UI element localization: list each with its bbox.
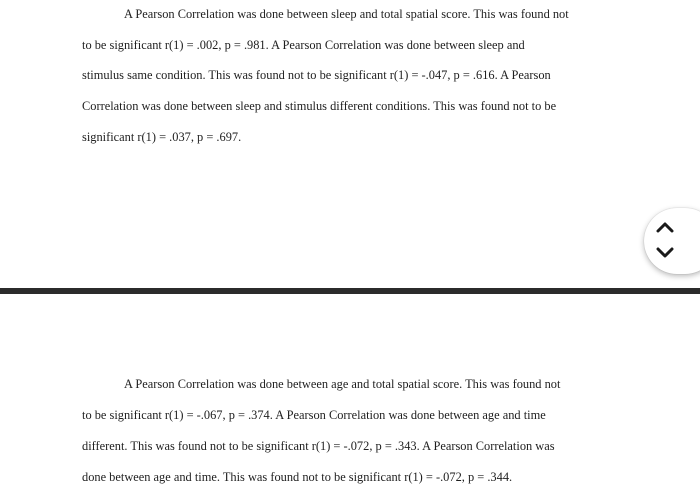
- paragraph-line: A Pearson Correlation was done between age and total spatial score. This was found not: [124, 377, 561, 391]
- paragraph-line: Correlation was done between sleep and stimulus different conditions. This was found not to be: [82, 99, 557, 113]
- previous-page-button[interactable]: [652, 216, 678, 238]
- document-page-lower: [0, 294, 700, 492]
- paragraph-line: significant r(1) = .037, p = .697.: [82, 130, 242, 144]
- paragraph-line: to be significant r(1) = -.067, p = .374. A Pearson Correlation was done between age and time: [82, 408, 546, 422]
- paragraph-line: to be significant r(1) = .002, p = .981. A Pearson Correlation was done between sleep and: [82, 38, 525, 52]
- chevron-down-icon: [652, 242, 678, 264]
- paragraph-line: different. This was found not to be significant r(1) = -.072, p = .343. A Pearson Correlation was: [82, 439, 555, 453]
- paragraph-line: done between age and time. This was found not to be significant r(1) = -.072, p = .344.: [82, 470, 513, 484]
- chevron-up-icon: [652, 216, 678, 238]
- next-page-button[interactable]: [652, 242, 678, 264]
- paragraph-line: A Pearson Correlation was done between sleep and total spatial score. This was found not: [124, 7, 569, 21]
- paragraph-line: stimulus same condition. This was found not to be significant r(1) = -.047, p = .616. A Pearson: [82, 68, 551, 82]
